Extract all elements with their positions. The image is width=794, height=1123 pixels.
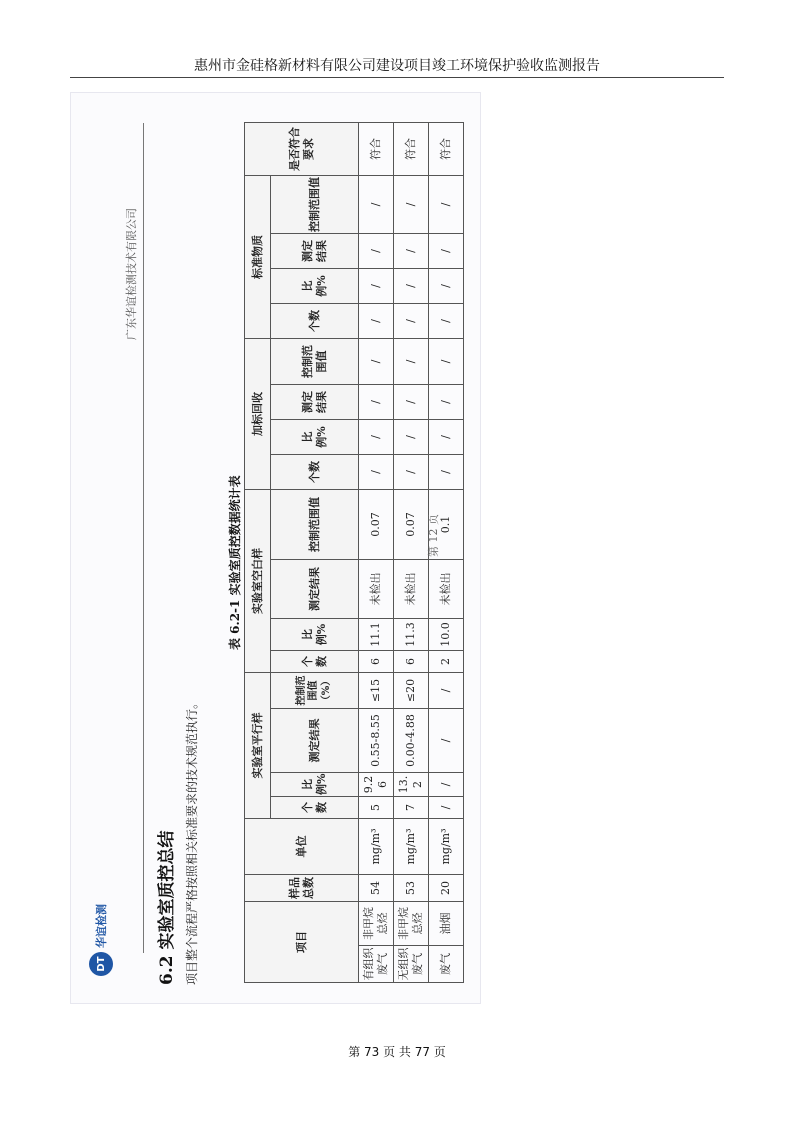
cell-spike-result: / [394,385,429,420]
cell-category: 废气 [429,946,464,983]
cell-conformity: 符合 [429,123,464,176]
cell-std-ratio: / [359,269,394,304]
cell-std-ratio: / [394,269,429,304]
sub-ratio: 比例% [271,773,359,797]
cell-std-count: / [429,304,464,339]
table-header-row [245,123,271,983]
cell-blank-result: 未检出 [429,560,464,619]
cell-par-range: / [429,673,464,709]
cell-par-result: / [429,709,464,773]
sub-result: 测定结果 [271,560,359,619]
header-unit: 单位 [245,819,359,875]
table-caption: 表 6.2-1 实验室质控数据统计表 [228,475,242,650]
scan-header-rule [143,123,144,953]
sub-count: 个数 [271,797,359,819]
header-blank: 实验室空白样 [245,490,271,673]
cell-spike-count: / [359,455,394,490]
cell-spike-ratio: / [359,420,394,455]
cell-category: 有组织废气 [359,946,394,983]
cell-par-count: / [429,797,464,819]
header-item: 项目 [245,902,359,983]
cell-std-range: / [359,176,394,234]
cell-std-count: / [394,304,429,339]
cell-samples: 20 [429,875,464,902]
cell-blank-ratio: 11.3 [394,619,429,651]
cell-blank-count: 6 [394,651,429,673]
cell-par-result: 0.00-4.88 [394,709,429,773]
cell-std-ratio: / [429,269,464,304]
header-rule [70,77,724,78]
company-logo [89,904,113,976]
table-row [394,123,429,983]
cell-spike-ratio: / [394,420,429,455]
sub-count: 个数 [271,304,359,339]
rotated-content [71,93,480,1003]
section-title: 6.2 实验室质控总结 [157,830,177,985]
cell-blank-range: 0.07 [394,490,429,560]
cell-std-range: / [429,176,464,234]
intro-text: 项目整个流程严格按照相关标准要求的技术规范执行。 [185,696,199,985]
sub-ratio: 比例% [271,420,359,455]
sub-result: 测定结果 [271,234,359,269]
cell-par-range: ≤15 [359,673,394,709]
cell-pollutant: 油烟 [429,902,464,946]
page-footer: 第 73 页 共 77 页 [348,1045,446,1059]
cell-par-range: ≤20 [394,673,429,709]
page-header: 惠州市金硅格新材料有限公司建设项目竣工环境保护验收监测报告 [194,58,600,74]
sub-count: 个数 [271,455,359,490]
cell-pollutant: 非甲烷总烃 [359,902,394,946]
cell-pollutant: 非甲烷总烃 [394,902,429,946]
logo-mark-icon: DT [89,952,113,976]
cell-category: 无组织废气 [394,946,429,983]
cell-spike-count: / [394,455,429,490]
cell-spike-range: / [429,339,464,385]
cell-par-count: 7 [394,797,429,819]
cell-blank-range: 0.07 [359,490,394,560]
sub-result: 测定结果 [271,709,359,773]
cell-par-result: 0.55-8.55 [359,709,394,773]
cell-conformity: 符合 [394,123,429,176]
cell-par-ratio: 9.26 [359,773,394,797]
cell-spike-result: / [359,385,394,420]
logo-text: 华谊检测 [95,904,108,948]
cell-blank-count: 2 [429,651,464,673]
header-standard: 标准物质 [245,176,271,339]
sub-count: 个数 [271,651,359,673]
sub-range: 控制范围值 [271,490,359,560]
cell-std-range: / [394,176,429,234]
cell-par-count: 5 [359,797,394,819]
cell-spike-range: / [394,339,429,385]
header-spike: 加标回收 [245,339,271,490]
cell-unit: mg/m³ [429,819,464,875]
red-seal-mark [446,398,480,458]
cell-unit: mg/m³ [359,819,394,875]
scanned-page [71,93,480,1003]
cell-std-result: / [359,234,394,269]
cell-std-result: / [394,234,429,269]
sub-result: 测定结果 [271,385,359,420]
cell-samples: 54 [359,875,394,902]
cell-blank-count: 6 [359,651,394,673]
cell-blank-result: 未检出 [394,560,429,619]
header-conformity: 是否符合要求 [245,123,359,176]
cell-unit: mg/m³ [394,819,429,875]
cell-std-result: / [429,234,464,269]
cell-par-ratio: 13.2 [394,773,429,797]
cell-spike-count: / [429,455,464,490]
cell-std-count: / [359,304,394,339]
header-parallel: 实验室平行样 [245,673,271,819]
cell-spike-ratio: / [429,420,464,455]
sub-range-pct: 控制范围值（%） [271,673,359,709]
cell-blank-ratio: 11.1 [359,619,394,651]
cell-blank-ratio: 10.0 [429,619,464,651]
sub-range: 控制范围值 [271,176,359,234]
cell-conformity: 符合 [359,123,394,176]
cell-blank-range: 0.1 [429,490,464,560]
cell-spike-result: / [429,385,464,420]
cell-blank-result: 未检出 [359,560,394,619]
table-row [359,123,394,983]
cell-samples: 53 [394,875,429,902]
header-samples: 样品总数 [245,875,359,902]
sub-range: 控制范围值 [271,339,359,385]
cell-spike-range: / [359,339,394,385]
sub-ratio: 比例% [271,619,359,651]
sub-ratio: 比例% [271,269,359,304]
company-name: 广东华谊检测技术有限公司 [125,208,138,340]
cell-par-ratio: / [429,773,464,797]
scan-page-number: 第 12 页 [427,514,440,557]
